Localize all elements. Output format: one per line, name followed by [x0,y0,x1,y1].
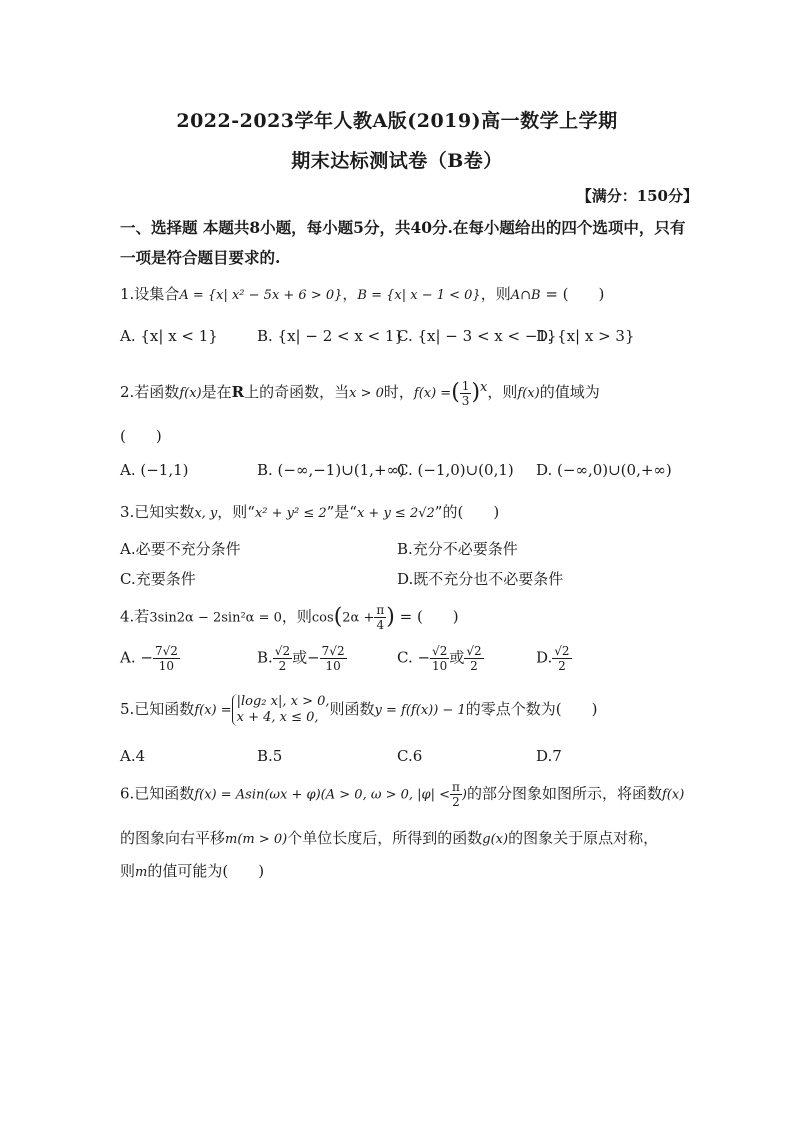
q4-cos: cos [311,610,334,626]
q5-case2: x + 4, x ≤ 0, [236,710,319,725]
q4-b-num2: 7√2 [321,644,345,658]
q4-b-den1: 2 [278,659,287,673]
q3-e2: x + y ≤ 2√2 [356,506,435,521]
q4-a-label: A. − [120,648,153,667]
q4-d-label: D. [536,648,553,667]
q5-p3: 的零点个数为( ) [465,700,598,718]
q6-two: 2 [452,795,460,809]
q3-p3: ”是“ [326,503,357,521]
q1-option-d: D. {x| x > 3} [536,327,635,345]
q4-four: 4 [376,618,385,632]
q4-pi: π [376,603,385,617]
q4-a-fraction [153,644,180,673]
q2-option-b: B. (−∞,−1)∪(1,+∞) [257,461,405,479]
q3-option-a: A.必要不充分条件 [120,540,241,558]
q1-option-a: A. {x| x < 1} [120,327,218,345]
q4-option-d [536,644,572,673]
q3-option-b: B.充分不必要条件 [397,540,518,558]
q2-option-d: D. (−∞,0)∪(0,+∞) [536,461,672,479]
q3-vars: x, y [194,506,218,521]
q1-set-a: A = {x| x² − 5x + 6 > 0} [179,288,343,303]
q2-p4: 时， [383,383,414,401]
q4-e1: 3sin2α − 2sin²α = 0 [149,610,282,626]
q4-c-or: 或 [449,648,465,667]
q5-piecewise [232,694,330,726]
q5-option-c: C.6 [397,747,423,765]
q4-c-num2: √2 [466,644,482,658]
q5-case1: |log₂ x|, x > 0, [236,694,330,709]
question-1 [120,282,700,308]
q2-paren: ( ) [120,427,162,445]
q4-b-fraction2 [320,644,347,673]
q4-c-label: C. − [397,648,431,667]
q4-c-den2: 2 [470,659,478,673]
q6-line2-b: 个单位长度后，所得到的函数 [287,829,483,847]
q1-prefix: 1.设集合 [120,285,180,303]
q1-set-b: B = {x| x − 1 < 0} [357,288,481,303]
q2-paren-open: ( [451,380,460,405]
q2-p1: 2.若函数 [120,383,180,401]
question-4 [120,603,700,632]
q2-num: 1 [461,378,470,393]
q3-p1: 3.已知实数 [120,503,195,521]
q5-e: y = f(f(x)) − 1 [374,703,466,718]
q2-p5: ，则 [487,383,518,401]
q4-c-fraction1 [430,644,449,673]
q2-paren-close: ) [471,380,481,405]
q6-g: g(x) [482,832,509,847]
question-3 [120,500,700,526]
q5-fx: f(x) = [194,703,232,718]
q4-b-fraction1 [273,644,292,673]
q4-option-a [120,644,180,673]
q2-cond: x > 0 [349,386,384,401]
q4-d-fraction [552,644,571,673]
q4-b-num1: √2 [274,644,291,658]
q3-p4: ”的( ) [434,503,500,521]
q2-fx: f(x) = [413,386,452,401]
q6-e1-end: ) [461,787,467,803]
q4-e2a: 2α + [342,610,375,626]
q2-p2: 是在 [201,383,232,401]
q4-c-fraction2 [464,644,483,673]
full-score-label: 【满分：150分】 [576,187,698,205]
q2-option-a: A. (−1,1) [120,461,189,479]
q5-p2: 则函数 [329,700,375,718]
q4-p3: = ( ) [394,607,459,626]
q4-a-num: 7√2 [154,644,178,658]
q6-f: f(x) [662,787,685,803]
section-heading: 一、选择题 本题共8小题，每小题5分，共40分.在每小题给出的四个选项中，只有一项是符合题目要求的. [120,218,686,267]
q6-e1: f(x) = Asin(ωx + φ)(A > 0, ω > 0, |φ| < [194,787,451,803]
q4-d-num: √2 [554,644,570,658]
q6-p2: 的部分图象如图所示，将函数 [466,784,662,803]
q4-b-den2: 10 [325,659,341,673]
q4-p1: 4.若 [120,607,150,626]
q1-end: = ( ) [540,285,605,303]
q6-line3-a: 则 [120,862,136,880]
q1-option-b: B. {x| − 2 < x < 1} [257,327,405,345]
q4-b-or: 或− [292,648,320,667]
q4-option-c [397,644,484,673]
q2-den: 3 [461,393,470,408]
question-5 [120,694,700,726]
q2-real-set: R [231,383,245,401]
q2-option-c: C. (−1,0)∪(0,1) [397,461,514,479]
q5-p1: 5.已知函数 [120,700,195,718]
q6-line2-a: 的图象向右平移 [120,829,226,847]
q6-line2 [120,826,700,852]
q4-paren-open: ( [333,604,343,630]
q4-b-label: B. [257,648,273,667]
q4-pi-fraction [374,603,386,632]
q1-option-c: C. {x| − 3 < x < −1} [397,327,557,345]
q4-d-den: 2 [558,659,566,673]
q6-line2-c: 的图象关于原点对称， [508,829,659,847]
q6-m: m [135,865,148,880]
q5-option-d: D.7 [536,747,562,765]
exam-title-line2: 期末达标测试卷（B卷） [291,150,503,172]
q3-p2: ，则“ [217,503,255,521]
q3-option-c: C.充要条件 [120,570,196,588]
q1-expr: A∩B [510,288,541,303]
q3-option-d: D.既不充分也不必要条件 [397,570,564,588]
q6-pi-fraction [450,780,462,809]
q1-comma: ， [342,285,358,303]
q6-line3 [120,859,700,885]
q6-m-cond: m(m > 0) [225,832,288,847]
q2-p6: 的值域为 [539,383,600,401]
q2-f2: f(x) [517,386,540,401]
question-2 [120,376,700,408]
q2-f: f(x) [179,386,202,401]
q2-exp: x [480,380,488,395]
q5-option-a: A.4 [120,747,146,765]
q1-mid: ，则 [480,285,511,303]
q6-pi: π [452,780,460,794]
q4-paren-close: ) [386,604,395,630]
q6-p1: 6.已知函数 [120,784,195,803]
q5-option-b: B.5 [257,747,283,765]
q6-line3-b: 的值可能为( ) [147,862,265,880]
q2-p3: 上的奇函数，当 [244,383,350,401]
q2-fraction [460,379,472,408]
q4-c-den1: 10 [432,659,448,673]
exam-title-line1: 2022-2023学年人教A版(2019)高一数学上学期 [176,110,618,132]
q4-a-den: 10 [158,659,175,673]
q3-e1: x² + y² ≤ 2 [254,506,327,521]
question-6 [120,780,700,809]
q4-option-b [257,644,347,673]
q4-p2: ，则 [281,607,312,626]
q4-c-num1: √2 [432,644,448,658]
